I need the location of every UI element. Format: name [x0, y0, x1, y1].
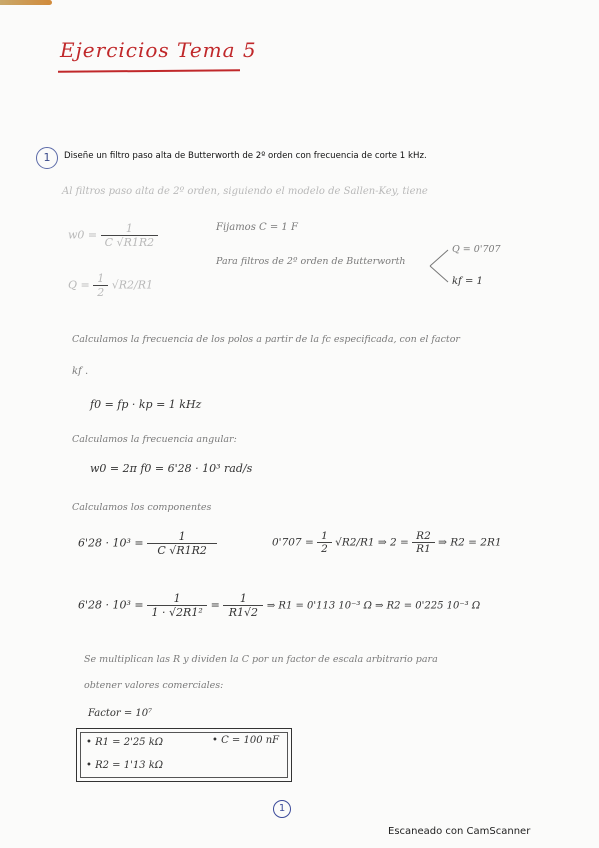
result-c: • C = 100 nF [212, 735, 280, 746]
eq2-frac-num: 1 [317, 530, 332, 543]
eq2-result: ⇒ R2 = 2R1 [438, 536, 502, 549]
w0-num: 1 [101, 222, 158, 236]
eq2-r-num: R2 [412, 530, 435, 543]
kf-label: kf . [72, 366, 89, 377]
q-frac-num: 1 [93, 272, 108, 286]
calc-components-text: Calculamos los componentes [72, 502, 212, 513]
q-frac-den: 2 [97, 286, 105, 299]
butter-kf: kf = 1 [452, 276, 483, 287]
eq1-lhs: 6'28 · 10³ = [78, 536, 144, 550]
fijamos-text: Fijamos C = 1 F [216, 222, 298, 233]
equation-1 [78, 530, 217, 557]
eq2-lhs: 0'707 = [272, 536, 314, 549]
pencil-mark [0, 0, 52, 5]
f0-equation: f0 = fp · kp = 1 kHz [90, 398, 202, 411]
calc-angular-text: Calculamos la frecuencia angular: [72, 434, 237, 445]
butter-q: Q = 0'707 [452, 244, 501, 255]
eq3-lhs: 6'28 · 10³ = [78, 598, 144, 612]
w0-formula [68, 222, 158, 249]
w0-den: C √R1R2 [104, 236, 155, 249]
scale-text-1: Se multiplican las R y dividen la C por un factor de escala arbitrario para [84, 654, 438, 665]
eq2-r-den: R1 [416, 543, 431, 555]
eq3-num: 1 [147, 592, 207, 606]
q-lhs: Q = [68, 278, 90, 292]
title-underline [58, 69, 240, 73]
eq2-frac-den: 2 [321, 543, 328, 555]
butterworth-text: Para filtros de 2º orden de Butterworth [216, 256, 406, 267]
eq1-num: 1 [147, 530, 217, 544]
exercise-statement: Diseñe un filtro paso alta de Butterworth de 2º orden con frecuencia de corte 1 kHz. [64, 151, 427, 161]
eq3-eq: = [210, 598, 220, 612]
equation-2 [272, 530, 502, 555]
scanner-footer: Escaneado con CamScanner [388, 826, 531, 837]
exercise-number: 1 [36, 147, 58, 169]
eq3-den: 1 · √2R1² [151, 606, 203, 619]
w0-equation: w0 = 2π f0 = 6'28 · 10³ rad/s [90, 462, 253, 475]
scale-text-2: obtener valores comerciales: [84, 680, 224, 691]
eq2-root: √R2/R1 [335, 536, 375, 549]
page-number: 1 [273, 800, 291, 818]
result-r1: • R1 = 2'25 kΩ [86, 737, 164, 748]
eq3-num2: 1 [223, 592, 263, 606]
q-formula [68, 272, 153, 299]
eq3-result: ⇒ R1 = 0'113 10⁻³ Ω ⇒ R2 = 0'225 10⁻³ Ω [266, 600, 481, 612]
w0-lhs: w0 = [68, 228, 98, 242]
eq3-den2: R1√2 [228, 606, 258, 619]
equation-3 [78, 592, 480, 619]
eq2-mid: ⇒ 2 = [377, 536, 409, 549]
q-root: √R2/R1 [111, 278, 154, 292]
result-r2: • R2 = 1'13 kΩ [86, 760, 164, 771]
page-title: Ejercicios Tema 5 [60, 38, 257, 62]
intro-text: Al filtros paso alta de 2º orden, siguiendo el modelo de Sallen-Key, tiene [62, 186, 428, 197]
eq1-den: C √R1R2 [157, 544, 207, 557]
calc-poles-text: Calculamos la frecuencia de los polos a partir de la fc especificada, con el factor [72, 334, 460, 345]
scale-factor: Factor = 10⁷ [88, 708, 153, 719]
